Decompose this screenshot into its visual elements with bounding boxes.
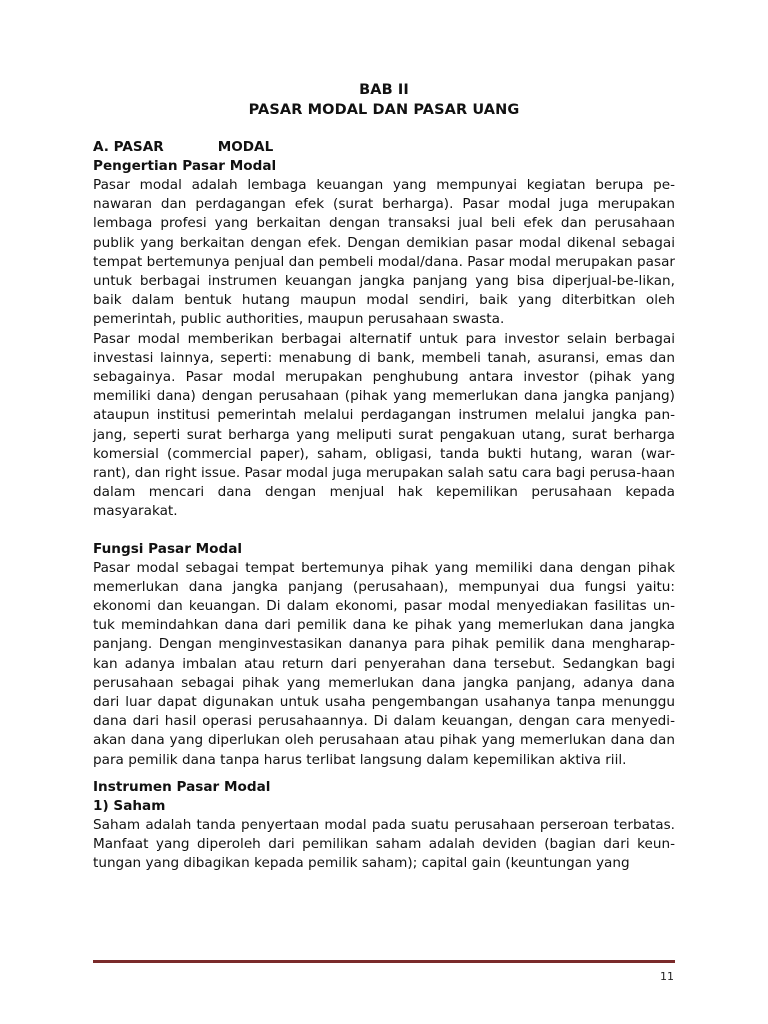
document-page [93,80,675,874]
page-number: 11 [660,970,674,983]
paragraph-pengertian-2: Pasar modal memberikan berbagai alternatif untuk para investor selain berbagai investasi lainnya, seperti: menabung di bank, membeli tanah, asuransi, emas dan sebagainya. Pasar modal merupakan penghubung antara investor (pihak yang memiliki dana) dengan perusahaan (pihak yang memerlukan dana jangka panjang) ataupun institusi pemerintah melalui perdagangan instrumen melalui jangka pan-jang, seperti surat berharga yang meliputi surat pengakuan utang, surat berharga komersial (commercial paper), saham, obligasi, tanda bukti hutang, waran (war-rant), dan right issue. Pasar modal juga merupakan salah satu cara bagi perusa-haan dalam mencari dana dengan menjual hak kepemilikan perusahaan kepada masyarakat. [93,330,675,520]
paragraph-saham: Saham adalah tanda penyertaan modal pada suatu perusahaan perseroan terbatas. Manfaat yang diperoleh dari pemilikan saham adalah deviden (bagian dari keun-tungan yang dibagikan kepada pemilik saham); capital gain (keuntungan yang [93,816,675,872]
chapter-label: BAB II [359,82,409,98]
section-a-prefix: A. PASAR [93,139,164,155]
section-a-suffix: MODAL [217,139,274,155]
heading-instrumen: Instrumen Pasar Modal [93,778,271,795]
section-a-heading [93,138,675,157]
paragraph-pengertian-1: Pasar modal adalah lembaga keuangan yang mempunyai kegiatan berupa pe-nawaran dan perdagangan efek (surat berharga). Pasar modal juga merupakan lembaga profesi yang berkaitan dengan transaksi jual beli efek dan perusahaan publik yang berkaitan dengan efek. Dengan demikian pasar modal dikenal sebagai tempat bertemunya penjual dan pembeli modal/dana. Pasar modal merupakan pasar untuk berbagai instrumen keuangan jangka panjang yang bisa diperjual-be-likan, baik dalam bentuk hutang maupun modal sendiri, baik yang diterbitkan oleh pemerintah, public authorities, maupun perusahaan swasta. [93,177,675,328]
heading-fungsi: Fungsi Pasar Modal [93,540,243,557]
subheading-saham: 1) Saham [93,797,166,814]
subheading-pengertian: Pengertian Pasar Modal [93,158,277,174]
paragraph-fungsi: Pasar modal sebagai tempat bertemunya pihak yang memiliki dana dengan pihak memerlukan dana jangka panjang (perusahaan), mempunyai dua fungsi yaitu: ekonomi dan keuangan. Di dalam ekonomi, pasar modal menyediakan fasilitas un-tuk memindahkan dana dari pemilik dana ke pihak yang memerlukan dana jangka panjang. Dengan menginvestasikan dananya para pihak pemilik dana mengharap-kan adanya imbalan atau return dari penyerahan dana tersebut. Sedangkan bagi perusahaan sebagai pihak yang memerlukan dana jangka panjang, adanya dana dari luar dapat digunakan untuk usaha pengembangan usahanya tanpa menunggu dana dari hasil operasi perusahaannya. Di dalam keuangan, dengan cara menyedi-akan dana yang diperlukan oleh perusahaan atau pihak yang memerlukan dana dan para pemilik dana tanpa harus terlibat langsung dalam kepemilikan aktiva riil. [93,559,675,768]
footer-rule [93,960,675,963]
chapter-title: PASAR MODAL DAN PASAR UANG [248,102,520,118]
